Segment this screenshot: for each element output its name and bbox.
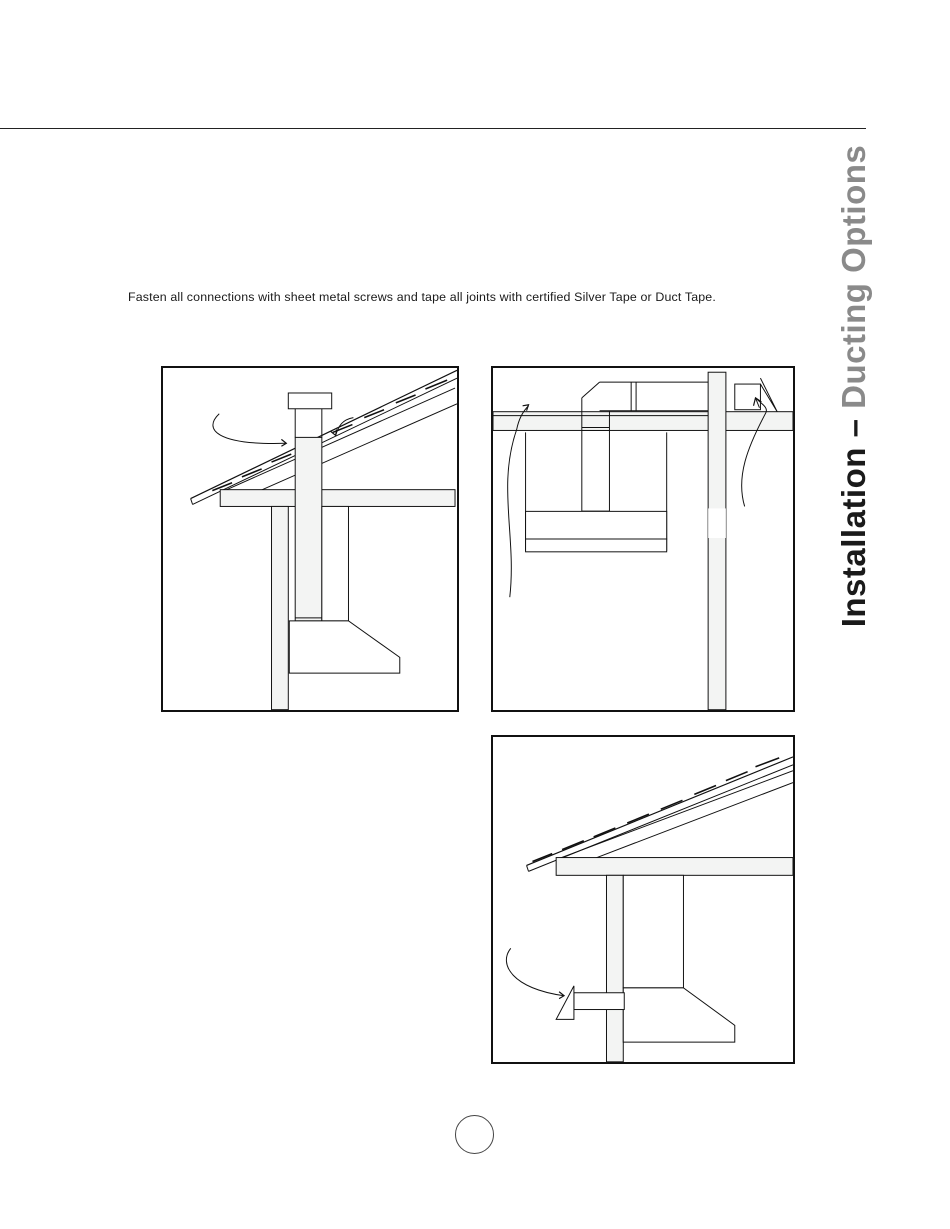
header-rule: [0, 128, 866, 129]
figure-wall-ducting: [491, 366, 795, 712]
fasten-instruction: Fasten all connections with sheet metal screws and tape all joints with certified Silver Tape or Duct Tape.: [128, 290, 716, 304]
figure-side-wall-ducting: [491, 735, 795, 1064]
figure-roof-ducting: [161, 366, 459, 712]
section-title-main: Installation –: [835, 418, 872, 628]
wall-ducting-diagram: [493, 368, 793, 710]
roof-ducting-diagram: [163, 368, 457, 710]
section-title: [835, 145, 873, 628]
section-title-accent: Ducting Options: [835, 144, 872, 409]
page-number-badge: [455, 1115, 494, 1154]
side-wall-ducting-diagram: [493, 737, 793, 1062]
